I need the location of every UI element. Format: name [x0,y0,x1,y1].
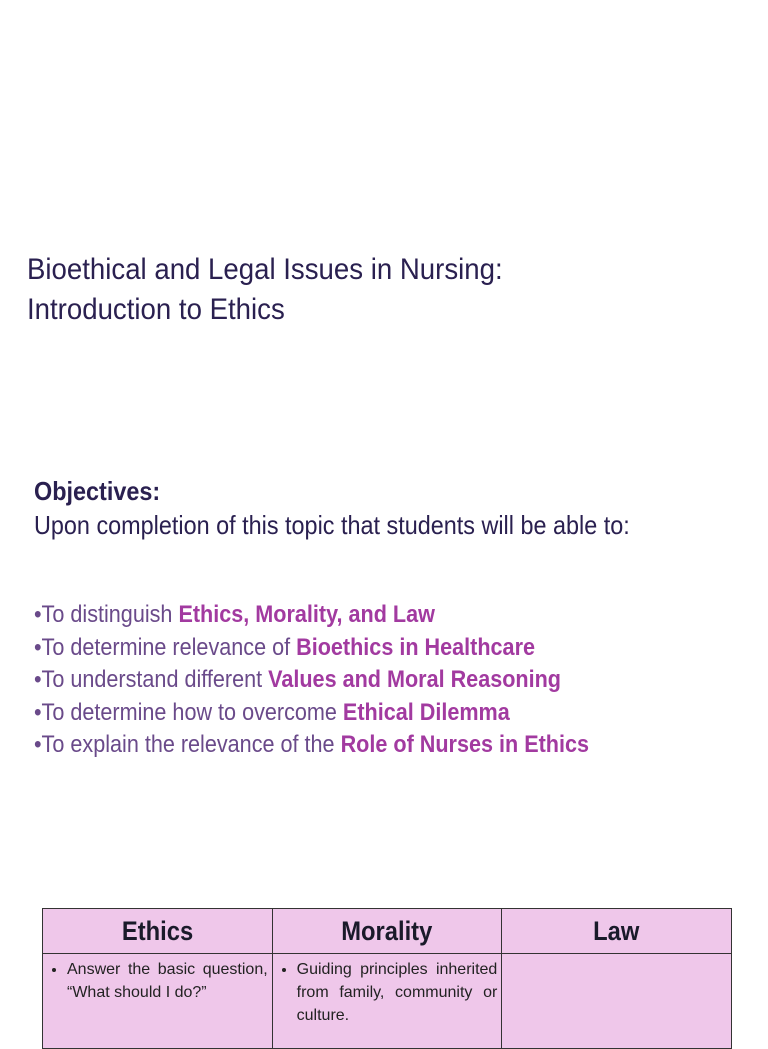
header-law: Law [502,909,732,954]
objectives-list [34,599,651,762]
objectives-section [34,474,754,542]
objective-text: •To explain the relevance of the [34,731,341,758]
title-line-2: Introduction to Ethics [27,293,285,326]
objective-highlight: Bioethics in Healthcare [296,633,535,661]
objectives-intro: Upon completion of this topic that students will be able to: [34,510,630,540]
table-row [43,954,732,1049]
objective-item [34,632,589,665]
objective-highlight: Role of Nurses in Ethics [340,731,590,758]
objective-item [34,599,589,632]
page-title [27,250,689,330]
cell-morality-text: • Guiding principles inherited from family, community or culture. [297,958,498,1027]
objective-text: •To understand different [34,666,269,693]
objective-highlight: Values and Moral Reasoning [268,666,562,693]
objective-highlight: Ethics, Morality, and Law [178,601,435,628]
objective-highlight: Ethical Dilemma [342,698,510,726]
title-line-1: Bioethical and Legal Issues in Nursing: [27,253,503,286]
objective-item [34,664,589,697]
header-ethics: Ethics [43,909,273,954]
cell-ethics-text: • Answer the basic question, “What should I do?” [67,958,268,1004]
objective-item [34,697,589,730]
objective-item [34,729,589,762]
objective-text: •To determine relevance of [34,633,297,661]
header-morality: Morality [272,909,502,954]
objective-text: •To distinguish [34,601,179,628]
cell-morality [272,954,502,1049]
cell-law [502,954,732,1049]
objective-text: •To determine how to overcome [34,698,343,726]
table-header-row [43,909,732,954]
objectives-heading: Objectives: [34,476,161,506]
cell-ethics [43,954,273,1049]
comparison-table [42,908,732,1049]
